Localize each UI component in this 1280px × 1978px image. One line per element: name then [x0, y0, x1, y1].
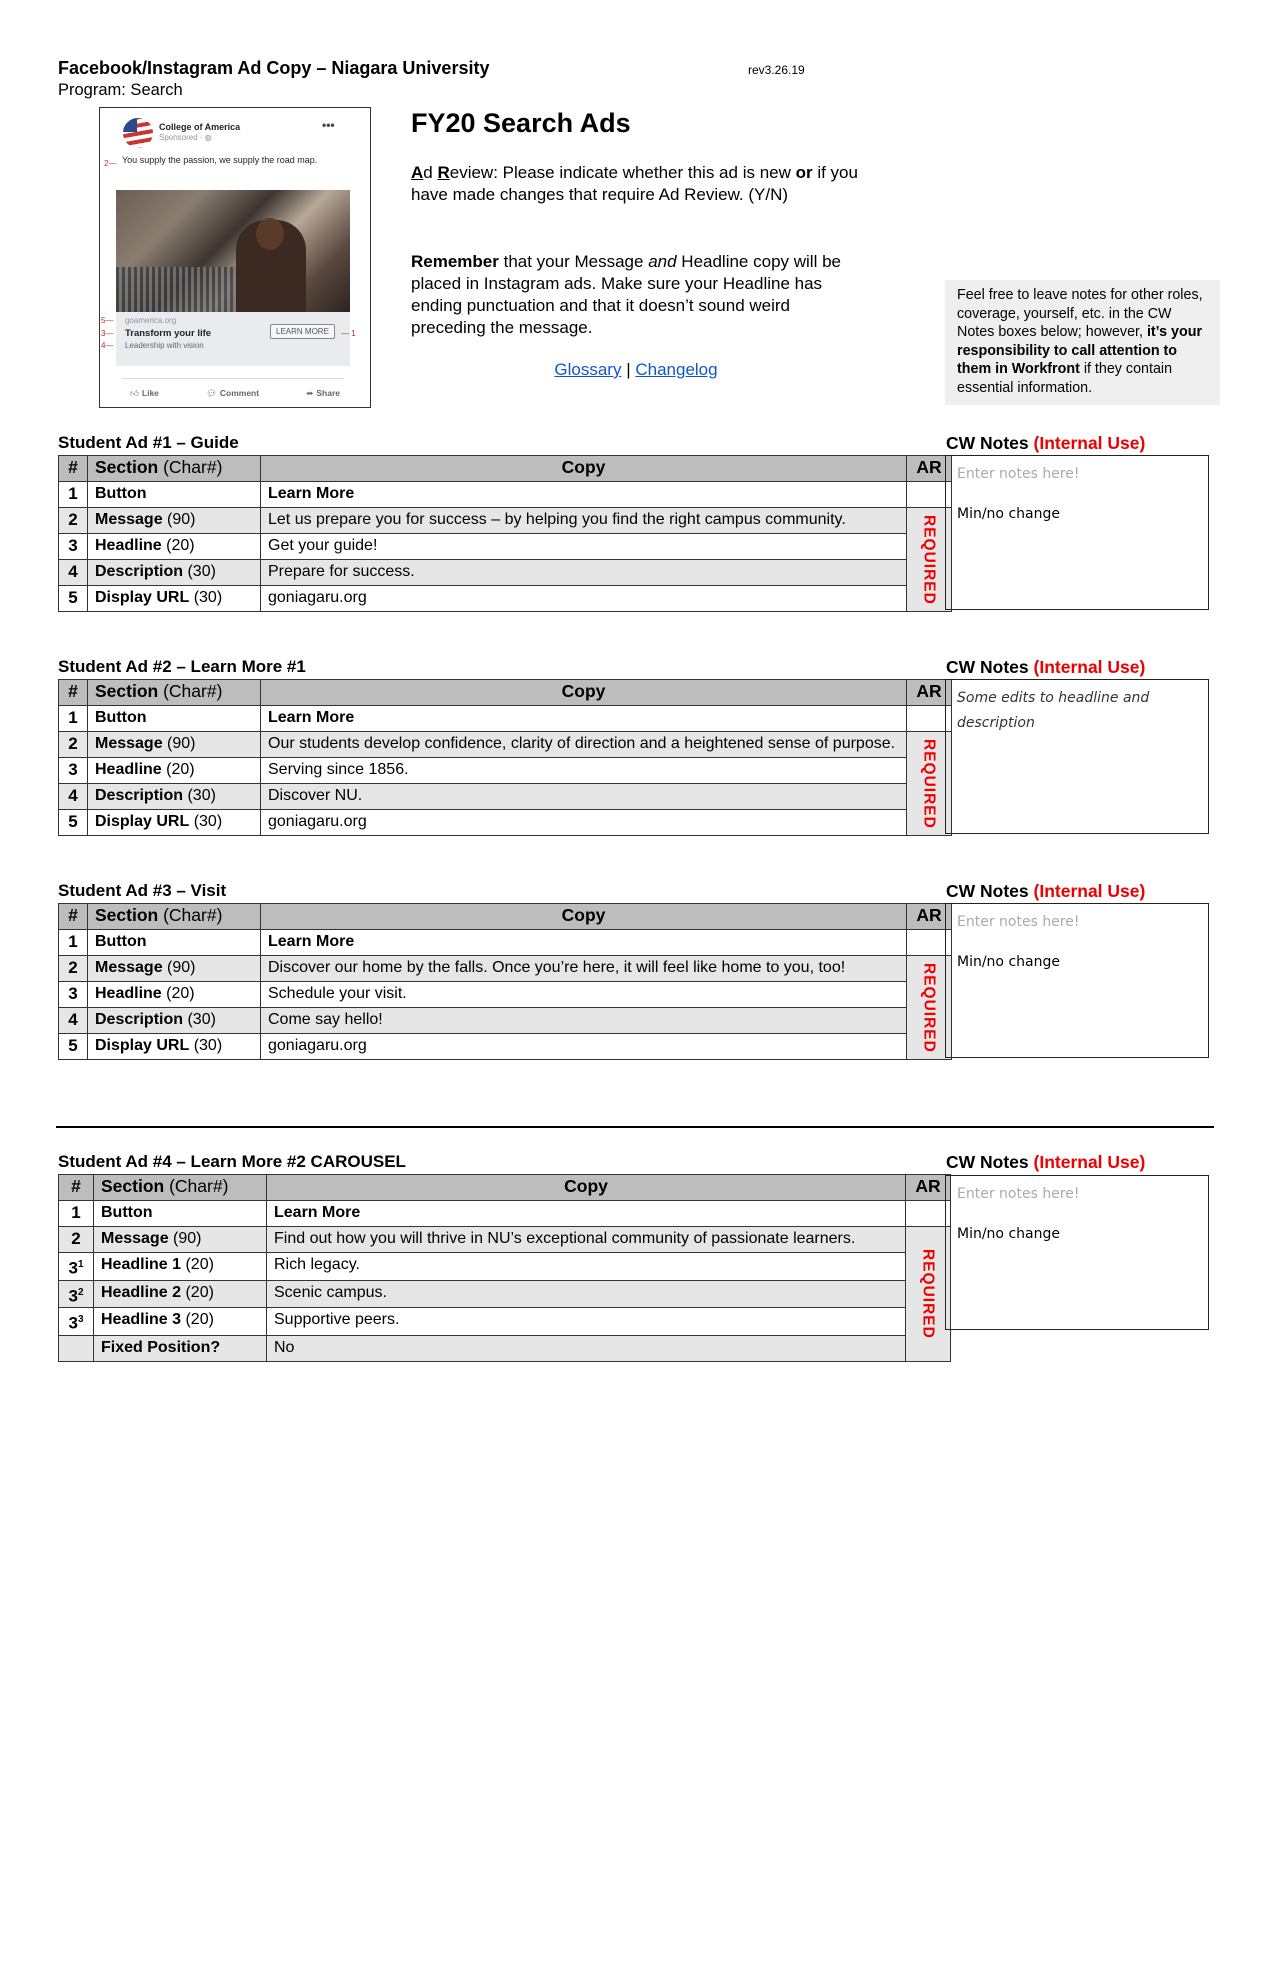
mockup-description: Leadership with vision: [125, 341, 204, 350]
internal-use-label: (Internal Use): [1033, 657, 1146, 677]
mockup-action-share: [306, 388, 340, 399]
row-section: [88, 930, 261, 956]
row-section: [94, 1227, 267, 1253]
char-limit: (30): [189, 1037, 223, 1054]
table-header-row: [59, 680, 952, 706]
copy-text: goniagaru.org: [268, 589, 367, 606]
cw-notes-label: CW Notes: [946, 881, 1034, 901]
section-name: Description: [95, 1011, 184, 1028]
copy-text: goniagaru.org: [268, 813, 367, 830]
row-copy[interactable]: [261, 706, 907, 732]
required-label: REQUIRED: [920, 738, 938, 829]
row-copy[interactable]: [261, 1034, 907, 1060]
like-label: Like: [141, 388, 159, 398]
row-num-value: 5: [68, 1036, 78, 1055]
row-section: [88, 534, 261, 560]
table-header-row: [59, 1175, 951, 1201]
mockup-learn-more-button: LEARN MORE: [270, 324, 335, 339]
char-limit: (30): [189, 813, 223, 830]
notes-placeholder: Enter notes here!: [957, 1186, 1080, 1202]
table-row: [59, 930, 952, 956]
ad-title: Student Ad #2 – Learn More #1: [58, 657, 306, 676]
flag-avatar-icon: [123, 118, 153, 148]
table-row: [59, 534, 952, 560]
mockup-actions: [130, 388, 340, 399]
section-divider: [56, 1126, 1214, 1128]
row-num-value: 3: [68, 760, 78, 779]
row-copy[interactable]: [261, 1008, 907, 1034]
row-copy[interactable]: [261, 810, 907, 836]
copy-text: Scenic campus.: [274, 1283, 387, 1301]
required-label: REQUIRED: [920, 962, 938, 1053]
copy-text: Learn More: [268, 485, 355, 502]
facebook-ad-mockup: [99, 107, 371, 408]
table-row: [59, 1201, 951, 1227]
info-text-1: Feel free to leave notes for other roles, coverage, yourself, etc. in the CW Notes boxes below; however,: [957, 287, 1203, 340]
notes-placeholder: Enter notes here!: [957, 466, 1080, 482]
glossary-link[interactable]: Glossary: [554, 360, 622, 379]
row-section: [88, 732, 261, 758]
table-header-row: [59, 904, 952, 930]
row-num: [59, 1253, 94, 1281]
row-copy[interactable]: [261, 930, 907, 956]
copy-text: goniagaru.org: [268, 1037, 367, 1054]
row-num: [59, 534, 88, 560]
ad-review-a: A: [411, 163, 424, 182]
row-section: [88, 508, 261, 534]
header-section: [88, 904, 261, 930]
row-copy[interactable]: [261, 534, 907, 560]
row-num: [59, 586, 88, 612]
table-row: [59, 706, 952, 732]
copy-text: Learn More: [268, 709, 355, 726]
header-ar: AR: [906, 1175, 951, 1201]
row-section: [94, 1201, 267, 1227]
table-row: [59, 1335, 951, 1361]
required-label: REQUIRED: [920, 514, 938, 605]
ad-title: Student Ad #3 – Visit: [58, 881, 227, 900]
header-char-label: (Char#): [164, 1176, 229, 1196]
ar-required-cell: [906, 1227, 951, 1362]
row-copy[interactable]: [261, 956, 907, 982]
row-copy[interactable]: [267, 1201, 906, 1227]
cw-notes-label: CW Notes: [946, 1152, 1034, 1172]
remember-text-1: that your Message: [498, 252, 649, 271]
row-copy[interactable]: [261, 560, 907, 586]
ad-copy-table: [58, 679, 952, 836]
header-section: [88, 456, 261, 482]
marker-url: 5—: [101, 316, 114, 325]
reference-links: [411, 360, 861, 380]
comment-icon: 💬︎: [206, 388, 217, 398]
row-num-value: 1: [68, 484, 78, 503]
notes-text: Some edits to headline and description: [957, 690, 1150, 731]
header-num: #: [59, 680, 88, 706]
row-copy[interactable]: [267, 1280, 906, 1308]
notes-placeholder: Enter notes here!: [957, 914, 1080, 930]
row-copy[interactable]: [267, 1253, 906, 1281]
table-row: [59, 560, 952, 586]
copy-text: Rich legacy.: [274, 1256, 360, 1273]
table-row: [59, 982, 952, 1008]
row-copy[interactable]: [267, 1335, 906, 1361]
changelog-link[interactable]: Changelog: [635, 360, 718, 379]
comment-label: Comment: [219, 388, 260, 398]
section-name: Button: [95, 933, 147, 950]
header-section-label: Section: [95, 681, 159, 701]
copy-text: Get your guide!: [268, 537, 378, 554]
ad-review-or: or: [795, 163, 813, 182]
row-num: [59, 982, 88, 1008]
notes-info-box: [945, 280, 1220, 405]
char-limit: (20): [181, 1283, 214, 1301]
header-copy: Copy: [267, 1175, 906, 1201]
row-num-value: 3: [68, 536, 78, 555]
section-name: Display URL: [95, 813, 190, 830]
ad-copy-table: [58, 1174, 951, 1362]
copy-text: No: [274, 1338, 295, 1356]
mockup-org-name: College of America: [159, 122, 241, 132]
notes-text: Min/no change: [957, 506, 1060, 522]
copy-text: Schedule your visit.: [268, 985, 407, 1002]
ad-copy-table: [58, 455, 952, 612]
remember-italic: and: [648, 252, 677, 271]
row-section: [94, 1335, 267, 1361]
person-head-shape: [256, 218, 284, 250]
row-num-value: 4: [68, 786, 78, 805]
row-section: [88, 560, 261, 586]
header-copy: Copy: [261, 456, 907, 482]
cw-notes-title: [946, 881, 1145, 902]
row-num-value: 2: [68, 958, 78, 977]
row-num: [59, 758, 88, 784]
section-name: Headline: [95, 985, 162, 1002]
row-num-value: 4: [68, 562, 78, 581]
header-char-label: (Char#): [158, 457, 223, 477]
remember-bold: Remember: [411, 252, 499, 271]
header-num: #: [59, 1175, 94, 1201]
row-copy[interactable]: [261, 758, 907, 784]
mockup-divider: [122, 378, 344, 379]
row-copy[interactable]: [261, 732, 907, 758]
copy-text: Supportive peers.: [274, 1311, 400, 1329]
row-num-value: 1: [71, 1203, 81, 1222]
revision-label: rev3.26.19: [748, 63, 805, 77]
row-num: [59, 560, 88, 586]
section-name: Description: [95, 563, 184, 580]
row-num: [59, 1308, 94, 1336]
cw-notes-title: [946, 433, 1145, 454]
char-limit: (20): [181, 1311, 214, 1329]
table-row: [59, 784, 952, 810]
page-title: FY20 Search Ads: [411, 108, 631, 138]
share-icon: ➦: [306, 388, 314, 398]
copy-text: Our students develop confidence, clarity of direction and a heightened sense of purpose.: [268, 735, 896, 752]
row-num-value: 3: [68, 1313, 78, 1333]
row-section: [94, 1308, 267, 1336]
row-section: [88, 758, 261, 784]
remember-instructions: [411, 251, 861, 339]
table-header-row: [59, 456, 952, 482]
section-name: Headline 3: [101, 1311, 182, 1329]
row-copy[interactable]: [261, 482, 907, 508]
row-num-sup: 3: [77, 1314, 84, 1326]
header-copy: Copy: [261, 680, 907, 706]
section-name: Fixed Position?: [101, 1338, 221, 1356]
row-section: [88, 586, 261, 612]
char-limit: (90): [168, 1230, 202, 1247]
table-row: [59, 1308, 951, 1336]
cw-notes-title: [946, 657, 1145, 678]
row-copy[interactable]: [267, 1308, 906, 1336]
row-section: [88, 482, 261, 508]
copy-text: Come say hello!: [268, 1011, 383, 1028]
row-num-sup: 1: [77, 1259, 84, 1270]
copy-text: Learn More: [274, 1204, 361, 1221]
mockup-action-like: [130, 388, 159, 399]
section-name: Message: [95, 735, 163, 752]
mixing-console-shape: [116, 267, 236, 312]
table-row: [59, 1227, 951, 1253]
ad-review-r: R: [437, 163, 450, 182]
info-bold: it’s your responsibility to call attention to them in Workfront: [957, 324, 1203, 377]
ad-copy-table: [58, 903, 952, 1060]
copy-text: Let us prepare you for success – by helping you find the right campus community.: [268, 511, 846, 528]
row-num-value: 2: [71, 1229, 81, 1248]
header-char-label: (Char#): [158, 905, 223, 925]
section-name: Button: [101, 1204, 153, 1221]
row-num: [59, 706, 88, 732]
header-num: #: [59, 456, 88, 482]
remember-text-2: Headline copy will be placed in Instagram ads. Make sure your Headline has ending punctuation and that it doesn’t sound weird preceding the message.: [411, 252, 841, 337]
char-limit: (90): [162, 511, 196, 528]
cw-notes-label: CW Notes: [946, 657, 1034, 677]
row-num-value: 5: [68, 812, 78, 831]
link-separator: |: [621, 360, 636, 379]
marker-button: — 1: [341, 329, 356, 338]
info-text-2: if they contain essential information.: [957, 361, 1173, 396]
section-name: Headline 2: [101, 1283, 182, 1301]
cw-notes-box[interactable]: [945, 455, 1209, 610]
section-name: Display URL: [95, 589, 190, 606]
ad-review-d: d: [423, 163, 438, 182]
row-copy[interactable]: [267, 1227, 906, 1253]
row-section: [88, 810, 261, 836]
section-name: Headline 1: [101, 1256, 182, 1273]
table-row: [59, 482, 952, 508]
row-num-value: 3: [68, 984, 78, 1003]
char-limit: (30): [183, 787, 216, 804]
marker-description: 4—: [101, 341, 114, 350]
section-name: Headline: [95, 537, 162, 554]
header-copy: Copy: [261, 904, 907, 930]
row-section: [88, 784, 261, 810]
section-name: Description: [95, 787, 184, 804]
row-num: [59, 508, 88, 534]
thumbs-up-icon: 👍︎: [130, 388, 139, 398]
mockup-sponsored-label: Sponsored · ◍: [159, 133, 212, 142]
ad-review-text-1: eview: Please indicate whether this ad is new: [449, 163, 796, 182]
copy-text: Discover our home by the falls. Once you’re here, it will feel like home to you, too!: [268, 959, 846, 976]
cw-notes-label: CW Notes: [946, 433, 1034, 453]
row-num: [59, 1227, 94, 1253]
row-section: [88, 1034, 261, 1060]
header-section: [88, 680, 261, 706]
row-section: [88, 982, 261, 1008]
section-name: Message: [101, 1230, 169, 1247]
table-row: [59, 758, 952, 784]
header-section-label: Section: [95, 905, 159, 925]
row-num: [59, 1034, 88, 1060]
ad-title: Student Ad #4 – Learn More #2 CAROUSEL: [58, 1152, 406, 1171]
section-name: Display URL: [95, 1037, 190, 1054]
internal-use-label: (Internal Use): [1033, 433, 1146, 453]
more-options-icon: •••: [322, 118, 335, 132]
header-section-label: Section: [95, 457, 159, 477]
mockup-action-comment: [206, 388, 259, 399]
section-name: Button: [95, 485, 147, 502]
row-copy[interactable]: [261, 508, 907, 534]
mockup-display-url: goamerica.org: [125, 316, 177, 325]
table-row: [59, 1280, 951, 1308]
char-limit: (20): [161, 537, 195, 554]
row-num: [59, 1201, 94, 1227]
row-num: [59, 1335, 94, 1361]
row-num: [59, 1008, 88, 1034]
char-limit: (30): [183, 1011, 216, 1028]
ar-cell-empty: [906, 1201, 951, 1227]
char-limit: (30): [189, 589, 223, 606]
required-label: REQUIRED: [919, 1249, 937, 1339]
row-num: [59, 784, 88, 810]
table-row: [59, 1008, 952, 1034]
marker-message: 2—: [104, 159, 117, 168]
header-num: #: [59, 904, 88, 930]
char-limit: (20): [181, 1256, 214, 1273]
row-num-value: 3: [68, 1258, 78, 1278]
internal-use-label: (Internal Use): [1033, 1152, 1146, 1172]
row-num-value: 1: [68, 708, 78, 727]
row-num-value: 2: [68, 734, 78, 753]
mockup-headline: Transform your life: [125, 328, 212, 339]
document-title: Facebook/Instagram Ad Copy – Niagara University: [58, 58, 490, 78]
header-char-label: (Char#): [158, 681, 223, 701]
char-limit: (20): [161, 761, 195, 778]
row-num: [59, 930, 88, 956]
cw-notes-title: [946, 1152, 1145, 1173]
copy-text: Discover NU.: [268, 787, 363, 804]
internal-use-label: (Internal Use): [1033, 881, 1146, 901]
row-num-value: 5: [68, 588, 78, 607]
row-copy[interactable]: [261, 586, 907, 612]
row-section: [88, 706, 261, 732]
row-section: [88, 956, 261, 982]
header-ar: AR: [907, 456, 952, 482]
row-num-value: 3: [68, 1286, 78, 1306]
copy-text: Find out how you will thrive in NU’s exceptional community of passionate learners.: [274, 1230, 856, 1247]
table-row: [59, 1253, 951, 1281]
copy-text: Prepare for success.: [268, 563, 415, 580]
cw-notes-box[interactable]: [945, 1175, 1209, 1330]
row-copy[interactable]: [261, 982, 907, 1008]
share-label: Share: [316, 388, 340, 398]
mockup-message: You supply the passion, we supply the road map.: [122, 155, 318, 165]
row-num-value: 4: [68, 1010, 78, 1029]
header-section: [94, 1175, 267, 1201]
table-row: [59, 1034, 952, 1060]
row-section: [88, 1008, 261, 1034]
table-row: [59, 810, 952, 836]
table-row: [59, 732, 952, 758]
section-name: Headline: [95, 761, 162, 778]
cw-notes-box[interactable]: [945, 679, 1209, 834]
copy-text: Serving since 1856.: [268, 761, 409, 778]
char-limit: (30): [183, 563, 216, 580]
ad-review-text-2: if you have made changes that require Ad Review. (Y/N): [411, 163, 858, 204]
row-num-value: 1: [68, 932, 78, 951]
mockup-ad-image: [116, 190, 350, 312]
row-section: [94, 1253, 267, 1281]
row-num: [59, 482, 88, 508]
char-limit: (20): [161, 985, 195, 1002]
char-limit: (90): [162, 735, 196, 752]
ad-title: Student Ad #1 – Guide: [58, 433, 239, 452]
section-name: Message: [95, 511, 163, 528]
program-label: Program: Search: [58, 81, 183, 99]
header-ar: AR: [907, 680, 952, 706]
char-limit: (90): [162, 959, 196, 976]
table-row: [59, 586, 952, 612]
row-num: [59, 810, 88, 836]
table-row: [59, 508, 952, 534]
row-num: [59, 732, 88, 758]
notes-text: Min/no change: [957, 954, 1060, 970]
table-row: [59, 956, 952, 982]
header-ar: AR: [907, 904, 952, 930]
section-name: Message: [95, 959, 163, 976]
notes-text: Min/no change: [957, 1226, 1060, 1242]
row-section: [94, 1280, 267, 1308]
section-name: Button: [95, 709, 147, 726]
header-section-label: Section: [101, 1176, 165, 1196]
marker-headline: 3—: [101, 329, 114, 338]
row-num: [59, 1280, 94, 1308]
copy-text: Learn More: [268, 933, 355, 950]
ad-review-instructions: [411, 162, 861, 206]
row-num-sup: 2: [77, 1286, 84, 1298]
row-num-value: 2: [68, 510, 78, 529]
cw-notes-box[interactable]: [945, 903, 1209, 1058]
row-copy[interactable]: [261, 784, 907, 810]
row-num: [59, 956, 88, 982]
